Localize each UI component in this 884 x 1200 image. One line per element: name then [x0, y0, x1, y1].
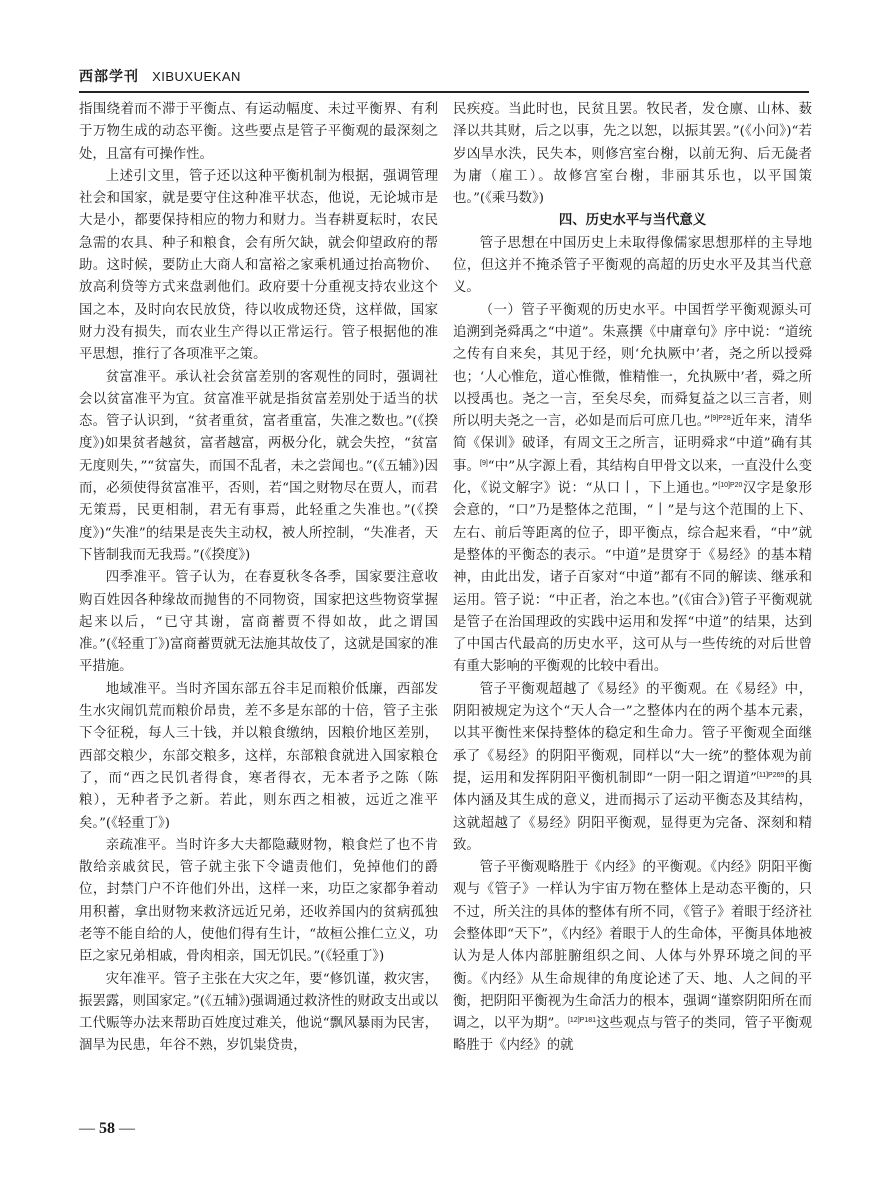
right-column: [453, 99, 812, 1058]
paragraph: [79, 99, 438, 166]
paragraph: [79, 567, 438, 678]
citation-ref: [12]P181: [567, 1017, 596, 1025]
paragraph-text: 上述引文里，管子还以这种平衡机制为根据，强调管理社会和国家，就是要守住这种准平状态，他说，无论城市是大是小，都要保持相应的物力和财力。当春耕夏耘时，农民急需的农具、种子和粮食，会有所欠缺，就会仰望政府的帮助。这时候，要防止大商人和富裕之家乘机通过抬高物价、放高利贷等方式来盘剥他们。政府要十分重视支持农业这个国之本，及时向农民放贷，待以收成物还贷，这样做，国家财力没有损失，而农业生产得以正常运行。管子根据他的准平思想，推行了各项准平之策。: [79, 168, 438, 363]
page-number: — 58 —: [79, 1120, 135, 1137]
citation-ref: [11]P269: [756, 771, 785, 779]
citation-ref: [10]P20: [718, 482, 743, 490]
paragraph-text: 这些观点与管子的类同，管子平衡观略胜于《内经》的就: [453, 1016, 812, 1054]
header-rule: [79, 91, 809, 93]
running-header: [79, 66, 809, 90]
paragraph: [453, 679, 812, 857]
page-number-value: 58: [99, 1120, 115, 1137]
paragraph-text: 近年来，清华简《保训》破译，有周文王之所言，证明舜求“中道”确有其事。: [453, 414, 812, 474]
citation-ref: [9]P28: [710, 415, 731, 423]
paragraph-text: 指围绕着而不滞于平衡点、有运动幅度、未过平衡界、有利于万物生成的动态平衡。这些要点是管子平衡观的最深刻之处，且富有可操作性。: [79, 102, 438, 162]
section-heading: [453, 210, 812, 232]
paragraph-text: 的具体内涵及其生成的意义，进而揭示了运动平衡态及其结构，这就超越了《易经》阴阳平衡观，显得更为完备、深刻和精致。: [453, 770, 812, 853]
paragraph-text: （一）管子平衡观的历史水平。中国哲学平衡观源头可追溯到尧舜禹之“中道”。朱熹撰《中庸章句》序中说：“道统之传有自来矣，其见于经，则‘允执厥中’者，尧之所以授舜也；‘人心惟危，道心惟微，惟精惟一，允执厥中’者，舜之所以授禹也。尧之一言，至矣尽矣，而舜复益之以三言者，则所以明夫尧之一言，必如是而后可庶几也。”: [453, 302, 812, 430]
paragraph: [453, 233, 812, 300]
paragraph-text: 管子思想在中国历史上未取得像儒家思想那样的主导地位，但这并不掩杀管子平衡观的高超的历史水平及其当代意义。: [453, 235, 812, 296]
paragraph: [79, 679, 438, 835]
paragraph: [79, 969, 438, 1058]
paragraph-text: “中”从字源上看，其结构自甲骨文以来，一直没什么变化，《说文解字》说：“从口丨，下上通也。”: [453, 458, 812, 497]
paragraph-text: 四、历史水平与当代意义: [558, 213, 707, 229]
paragraph: [453, 857, 812, 1058]
journal-title: 西部学刊: [79, 69, 139, 85]
paragraph: [453, 99, 812, 210]
paragraph: [79, 367, 438, 568]
paragraph: [453, 300, 812, 679]
paragraph-text: 地域准平。当时齐国东部五谷丰足而粮价低廉，西部发生水灾闹饥荒而粮价昂贵，差不多是东部的十倍，管子主张下令征税，每人三十钱，并以粮食缴纳，因粮价地区差别，西部交粮少，东部交粮多，这样，东部粮食就进入国家粮仓了，而“西之民饥者得食，寒者得衣，无本者予之陈（陈粮），无种者予之新。若此，则东西之相被，远近之准平矣。”(《轻重丁》): [79, 681, 438, 831]
paragraph-text: 管子平衡观超越了《易经》的平衡观。在《易经》中，阴阳被规定为这个“天人合一”之整体内在的两个基本元素，以其平衡性来保持整体的稳定和生命力。管子平衡观全面继承了《易经》的阴阳平衡观，同样以“大一统”的整体观为前提，运用和发挥阴阳平衡机制即“一阴一阳之谓道”: [453, 681, 812, 786]
left-column: [79, 99, 438, 1058]
paragraph-text: 亲疏准平。当时许多大夫都隐藏财物，粮食烂了也不肯散给亲戚贫民，管子就主张下令谴责他们，免掉他们的爵位，封禁门户不许他们外出，这样一来，功臣之家都争着动用积蓄，拿出财物来救济远近兄弟，还收养国内的贫病孤独老等不能自给的人，使他们得有生计，“故桓公推仁立义，功臣之家兄弟相戚，骨肉相亲，国无饥民。”(《轻重丁》): [79, 837, 438, 965]
paragraph-text: 贫富准平。承认社会贫富差别的客观性的同时，强调社会以贫富准平为宜。贫富准平就是指贫富差别处于适当的状态。管子认识到，“贫者重贫，富者重富，失准之数也。”(《揆度》)如果贫者越贫，富者越富，两极分化，就会失控，“贫富无度则失，”“贫富失，而国不乱者，未之尝闻也。”(《五辅》)因而，必须使得贫富准平，否则，若“国之财物尽在贾人，而君无策焉，民更相制，君无有事焉，此轻重之失准也。”(《揆度》)“失准”的结果是丧失主动权，被人所控制，“失准者，天下皆制我而无我焉。”(《揆度》): [79, 369, 438, 563]
paragraph-text: 四季准平。管子认为，在春夏秋冬各季，国家要注意收购百姓因各种缘故而抛售的不同物资，国家把这些物资掌握起来以后，“已守其谢，富商蓄贾不得如故，此之谓国准。”(《轻重丁》)富商蓄贾就无法施其故伎了，这就是国家的准平措施。: [79, 570, 438, 675]
paragraph: [79, 166, 438, 367]
paragraph-text: 灾年准平。管子主张在大灾之年，要“修饥谨，救灾害，振罢露，则国家定。”(《五辅》)强调通过救济性的财政支出或以工代赈等办法来帮助百姓度过难关，他说“飘风暴雨为民害，涸旱为民患，年谷不熟，岁饥粜贷贵，: [79, 971, 438, 1054]
paragraph-text: 民疾疫。当此时也，民贫且罢。牧民者，发仓廪、山林、薮泽以共其财，后之以事，先之以恕，以振其罢。”(《小问》)“若岁凶旱水泆，民失本，则修宫室台榭，以前无狗、后无彘者为庸（雇工）。故修宫室台榭，非丽其乐也，以平国策也。”(《乘马数》): [453, 102, 812, 207]
paragraph-text: 汉字是象形会意的，“口”乃是整体之范围，“丨”是与这个范围的上下、左右、前后等距离的位子，即平衡点，综合起来看，“中”就是整体的平衡态的表示。“中道”是贯穿于《易经》的基本精神，由此出发，诸子百家对“中道”都有不同的解读、继承和运用。管子说：“中正者，治之本也。”(《宙合》)管子平衡观就是管子在治国理政的实践中运用和发挥“中道”的结果，达到了中国古代最高的历史水平，这可从与一些传统的对后世曾有重大影响的平衡观的比较中看出。: [453, 481, 812, 675]
journal-latin-title: XIBUXUEKAN: [152, 69, 241, 84]
paragraph: [79, 835, 438, 969]
citation-ref: [9]: [480, 459, 488, 467]
paragraph-text: 管子平衡观略胜于《内经》的平衡观。《内经》阴阳平衡观与《管子》一样认为宇宙万物在整体上是动态平衡的，只不过，所关注的具体的整体有所不同，《管子》着眼于经济社会整体即“天下”，《内经》着眼于人的生命体，平衡具体地被认为是人体内部脏腑组织之间、人体与外界环境之间的平衡。《内经》从生命规律的角度论述了天、地、人之间的平衡，把阴阳平衡视为生命活力的根本，强调“谨察阴阳所在而调之，以平为期”。: [453, 860, 812, 1032]
